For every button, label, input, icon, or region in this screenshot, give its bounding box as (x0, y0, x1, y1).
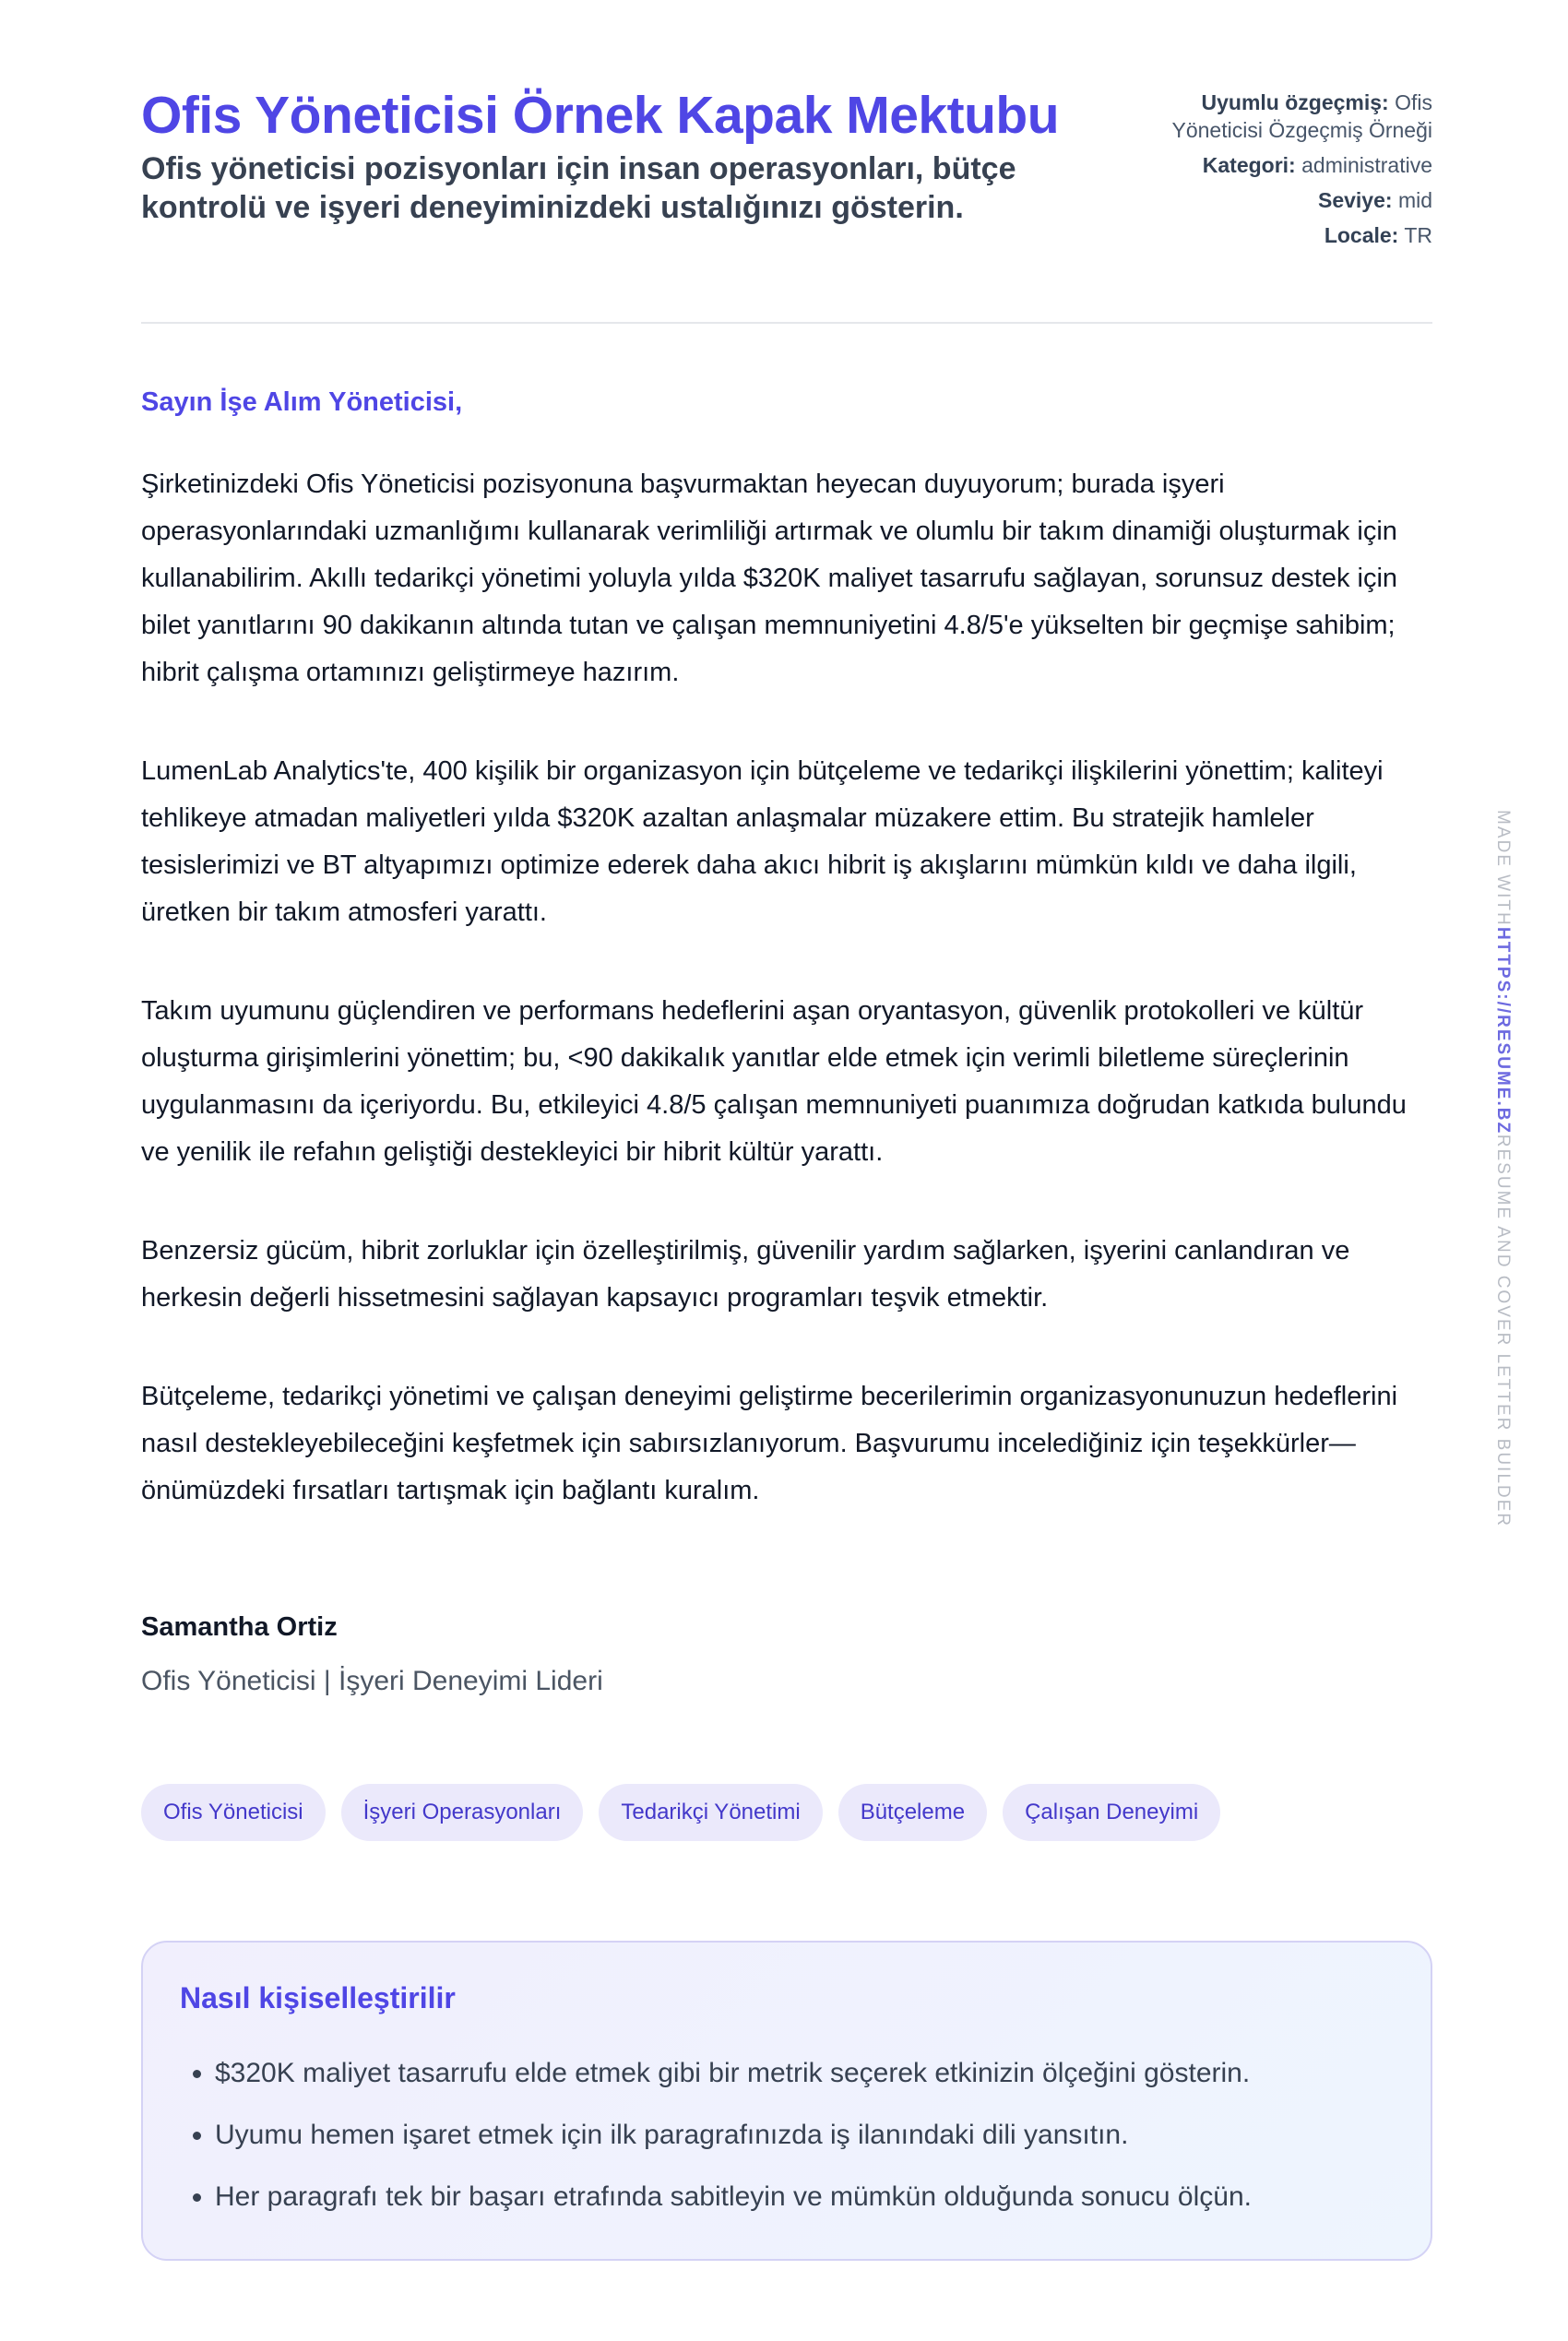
letter-paragraph: LumenLab Analytics'te, 400 kişilik bir organizasyon için bütçeleme ve tedarikçi ilişkilerini yönettim; kaliteyi tehlikeye atmadan maliyetleri yılda $320K azaltan anlaşmalar müzakere ettim. Bu stratejik hamleler tesislerimizi ve BT altyapımızı optimize ederek daha akıcı hibrit iş akışlarını mümkün kıldı ve daha ilgili, üretken bir takım atmosferi yarattı. (141, 756, 1384, 927)
letter-paragraph: Şirketinizdeki Ofis Yöneticisi pozisyonuna başvurmaktan heyecan duyuyorum; burada işyeri operasyonlarındaki uzmanlığımı kullanarak verimliliği artırmak ve olumlu bir takım dinamiği oluşturmak için kullanabilirim. Akıllı tedarikçi yönetimi yoluyla yılda $320K maliyet tasarrufu sağlayan, sorunsuz destek için bilet yanıtlarını 90 dakikanın altında tutan ve çalışan memnuniyetini 4.8/5'e yükselten bir geçmişe sahibim; hibrit çalışma ortamınızı geliştirmeye hazırım. (141, 469, 1398, 687)
meta-label: Seviye: (1317, 188, 1393, 212)
tips-title: Nasıl kişiselleştirilir (180, 1981, 456, 2014)
watermark-suffix: RESUME AND COVER LETTER BUILDER (1493, 1134, 1513, 1528)
meta-compatible-resume (1137, 89, 1432, 144)
signature-name: Samantha Ortiz (141, 1612, 338, 1642)
meta-value: mid (1397, 188, 1432, 212)
tip-item: • Her paragrafı tek bir başarı etrafında sabitleyin ve mümkün olduğunda sonucu ölçün. (215, 2166, 1252, 2228)
page-subtitle: Ofis yöneticisi pozisyonları için insan operasyonları, bütçe kontrolü ve işyeri deneyiminizdeki ustalığınızı gösterin. (141, 151, 1016, 225)
letter-paragraph: Takım uyumunu güçlendiren ve performans hedeflerini aşan oryantasyon, güvenlik protokolleri ve kültür oluşturma girişimlerini yönettim; bu, <90 dakikalık yanıtlar elde etmek için verimli biletleme süreçlerinin uygulanmasını da içeriyordu. Bu, etkileyici 4.8/5 çalışan memnuniyeti puanımıza doğrudan katkıda bulundu ve yenilik ile refahın geliştiği destekleyici bir hibrit kültür yarattı. (141, 996, 1407, 1167)
tag[interactable]: Ofis Yöneticisi (141, 1784, 326, 1841)
tag[interactable]: Çalışan Deneyimi (1003, 1784, 1220, 1841)
watermark (1492, 810, 1513, 1527)
meta-label: Locale: (1324, 223, 1399, 247)
tag[interactable]: İşyeri Operasyonları (341, 1784, 584, 1841)
meta-level (1137, 186, 1432, 214)
meta-label: Uyumlu özgeçmiş: (1201, 90, 1389, 114)
meta-value: administrative (1301, 153, 1432, 177)
watermark-link[interactable]: HTTPS://RESUME.BZ (1493, 926, 1513, 1135)
meta-value[interactable]: Ofis Yöneticisi Özgeçmiş Örneği (1171, 90, 1432, 142)
personalization-tips (141, 1941, 1432, 2261)
tips-list (180, 2042, 1252, 2228)
tag[interactable]: Tedarikçi Yönetimi (599, 1784, 822, 1841)
page-title: Ofis Yöneticisi Örnek Kapak Mektubu (141, 86, 1060, 145)
tip-item: • $320K maliyet tasarrufu elde etmek gibi bir metrik seçerek etkinizin ölçeğini gösterin. (215, 2042, 1252, 2104)
tag-list (141, 1784, 1220, 1841)
salutation: Sayın İşe Alım Yöneticisi, (141, 387, 463, 417)
letter-body (141, 461, 1432, 1566)
letter-paragraph: Benzersiz gücüm, hibrit zorluklar için özelleştirilmiş, güvenilir yardım sağlarken, işyerini canlandıran ve herkesin değerli hissetmesini sağlayan kapsayıcı programları teşvik etmektir. (141, 1236, 1350, 1313)
meta-category (1137, 151, 1432, 179)
meta-locale (1137, 221, 1432, 249)
tag[interactable]: Bütçeleme (838, 1784, 987, 1841)
watermark-prefix: MADE WITH (1493, 810, 1513, 927)
meta-value: TR (1404, 223, 1432, 247)
header (141, 85, 1432, 324)
letter-paragraph: Bütçeleme, tedarikçi yönetimi ve çalışan deneyimi geliştirme becerilerimin organizasyonunuzun hedeflerini nasıl destekleyebileceğini keşfetmek için sabırsızlanıyorum. Başvurumu incelediğiniz için teşekkürler—önümüzdeki fırsatları tartışmak için bağlantı kuralım. (141, 1382, 1398, 1505)
tip-item: • Uyumu hemen işaret etmek için ilk paragrafınızda iş ilanındaki dili yansıtın. (215, 2104, 1252, 2166)
meta-label: Kategori: (1202, 153, 1296, 177)
meta-info (1137, 89, 1432, 256)
signature-title: Ofis Yöneticisi | İşyeri Deneyimi Lideri (141, 1666, 603, 1696)
